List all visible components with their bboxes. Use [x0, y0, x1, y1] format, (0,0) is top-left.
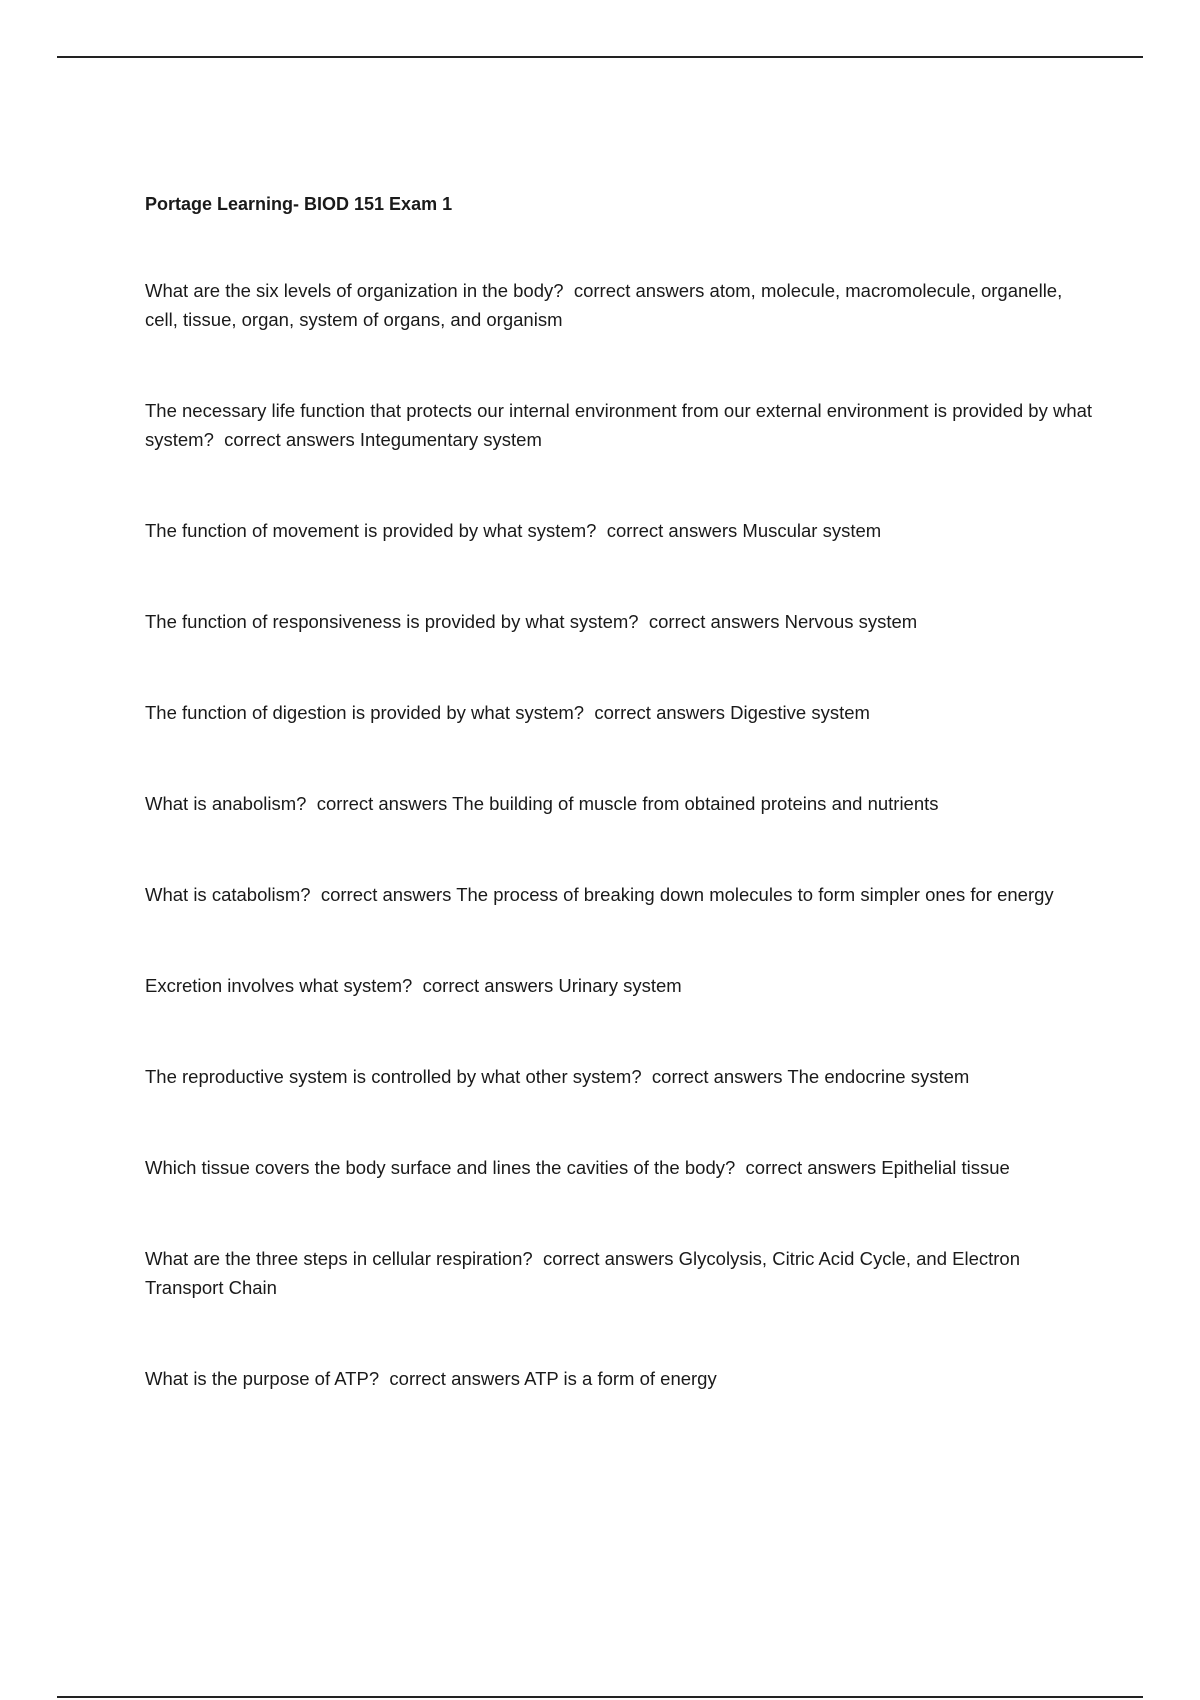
qa-item — [145, 1062, 1095, 1091]
qa-item — [145, 698, 1095, 727]
answer-label: correct answers — [651, 1066, 783, 1087]
question-text: What are the three steps in cellular respiration? — [145, 1248, 533, 1269]
answer-label: correct answers — [573, 280, 705, 301]
answer-text: ATP is a form of energy — [524, 1368, 717, 1389]
question-text: Which tissue covers the body surface and lines the cavities of the body? — [145, 1157, 736, 1178]
qa-item — [145, 1364, 1095, 1393]
answer-label: correct answers — [542, 1248, 674, 1269]
answer-text: Digestive system — [730, 702, 870, 723]
answer-label: correct answers — [606, 520, 738, 541]
answer-text: Muscular system — [742, 520, 882, 541]
question-text: What is anabolism? — [145, 793, 307, 814]
answer-text: The building of muscle from obtained proteins and nutrients — [452, 793, 939, 814]
header-rule — [57, 56, 1143, 58]
qa-item — [145, 1244, 1095, 1302]
answer-text: Glycolysis, Citric Acid Cycle, and Electron Transport Chain — [145, 1248, 1021, 1298]
answer-label: correct answers — [422, 975, 554, 996]
answer-text: The endocrine system — [787, 1066, 970, 1087]
answer-label: correct answers — [224, 429, 355, 450]
qa-item — [145, 789, 1095, 818]
footer-rule — [57, 1696, 1143, 1698]
answer-text: Integumentary system — [359, 429, 542, 450]
question-text: What is the purpose of ATP? — [145, 1368, 380, 1389]
answer-label: correct answers — [316, 793, 448, 814]
answer-text: Urinary system — [558, 975, 682, 996]
question-text: The function of responsiveness is provided by what system? — [145, 611, 639, 632]
qa-item — [145, 276, 1095, 334]
answer-text: Nervous system — [784, 611, 918, 632]
question-text: The reproductive system is controlled by what other system? — [145, 1066, 642, 1087]
answer-label: correct answers — [745, 1157, 877, 1178]
qa-item — [145, 396, 1095, 454]
answer-text: atom, molecule, macromolecule, organelle, cell, tissue, organ, system of organs, and organism — [145, 280, 1063, 330]
question-text: What are the six levels of organization in the body? — [145, 280, 564, 301]
question-text: The necessary life function that protects our internal environment from our external environment is provided by what system? — [145, 400, 1093, 450]
question-text: What is catabolism? — [145, 884, 311, 905]
question-text: The function of movement is provided by what system? — [145, 520, 597, 541]
qa-item — [145, 516, 1095, 545]
document-body — [145, 190, 1095, 1455]
qa-item — [145, 1153, 1095, 1182]
qa-item — [145, 880, 1095, 909]
answer-text: Epithelial tissue — [881, 1157, 1010, 1178]
qa-item — [145, 971, 1095, 1000]
answer-label: correct answers — [389, 1368, 520, 1389]
answer-label: correct answers — [320, 884, 452, 905]
answer-label: correct answers — [648, 611, 780, 632]
question-text: The function of digestion is provided by what system? — [145, 702, 585, 723]
answer-label: correct answers — [594, 702, 725, 723]
question-text: Excretion involves what system? — [145, 975, 413, 996]
document-title: Portage Learning- BIOD 151 Exam 1 — [145, 194, 453, 214]
qa-item — [145, 607, 1095, 636]
answer-text: The process of breaking down molecules to form simpler ones for energy — [456, 884, 1054, 905]
